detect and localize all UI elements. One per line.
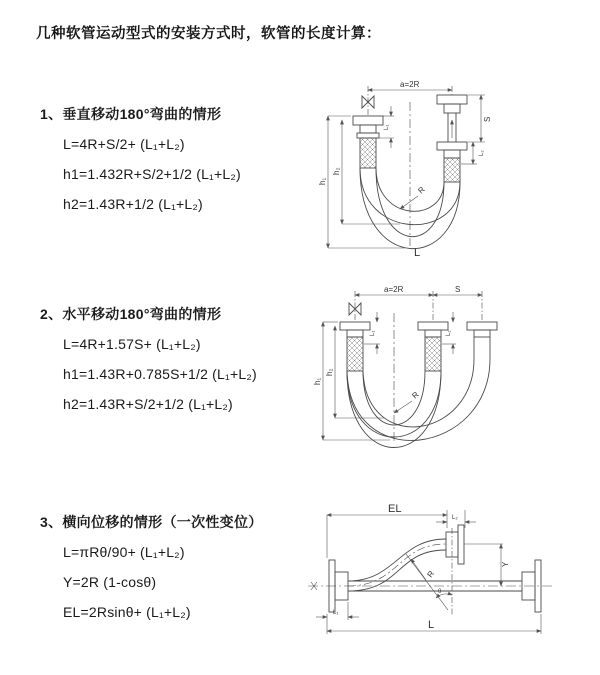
formula-length: L=4R+1.57S+ (L₁+L₂) bbox=[63, 336, 201, 352]
section-vertical-movement bbox=[40, 104, 320, 225]
formula-length: L=πRθ/90+ (L₁+L₂) bbox=[63, 544, 185, 560]
dim-label-h1: h₁ bbox=[318, 177, 327, 185]
vertical-bend-drawing bbox=[315, 72, 590, 258]
dim-label-s: S bbox=[483, 116, 492, 122]
dim-label-l2: L₂ bbox=[479, 150, 485, 156]
diagram-horizontal-180-bend bbox=[312, 283, 600, 455]
length-label: L bbox=[414, 247, 421, 258]
section-3-heading: 3、横向位移的情形（一次性变位） bbox=[40, 514, 263, 530]
formula-h2: h2=1.43R+1/2 (L₁+L₂) bbox=[63, 196, 203, 212]
lateral-displacement-drawing bbox=[300, 498, 600, 645]
section-2-heading: 2、水平移动180°弯曲的情形 bbox=[40, 306, 222, 322]
page-title: 几种软管运动型式的安装方式时，软管的长度计算： bbox=[36, 26, 381, 42]
diagram-lateral-displacement bbox=[300, 498, 600, 645]
radius-label: R bbox=[410, 389, 421, 401]
formula-el: EL=2Rsinθ+ (L₁+L₂) bbox=[63, 604, 191, 620]
formula-length: L=4R+S/2+ (L₁+L₂) bbox=[63, 136, 185, 152]
formula-h2: h2=1.43R+S/2+1/2 (L₁+L₂) bbox=[63, 396, 233, 412]
dim-label-s: S bbox=[455, 285, 461, 294]
dim-label-l1: L₁ bbox=[333, 610, 339, 616]
dim-label-h2: h₂ bbox=[325, 368, 334, 376]
dim-label-l1: L₁ bbox=[384, 124, 390, 130]
dim-label-h1: h₁ bbox=[313, 377, 322, 385]
radius-label: R bbox=[416, 184, 427, 196]
diagram-vertical-180-bend bbox=[315, 72, 590, 258]
section-lateral-displacement bbox=[40, 512, 320, 633]
dim-label-a2r: a=2R bbox=[400, 80, 420, 89]
horizontal-bend-drawing bbox=[312, 283, 600, 455]
dim-label-el: EL bbox=[388, 503, 402, 515]
dim-label-a2r: a=2R bbox=[384, 285, 404, 294]
section-1-heading: 1、垂直移动180°弯曲的情形 bbox=[40, 106, 222, 122]
dim-label-l2: L₂ bbox=[452, 515, 458, 521]
dim-label-l: L bbox=[428, 619, 435, 631]
dim-label-l2: L₂ bbox=[446, 330, 452, 336]
dim-label-h2: h₂ bbox=[332, 167, 341, 175]
section-horizontal-movement bbox=[40, 304, 320, 425]
dim-label-l1: L₁ bbox=[370, 330, 376, 336]
formula-h1: h1=1.432R+S/2+1/2 (L₁+L₂) bbox=[63, 166, 241, 182]
formula-y: Y=2R (1-cosθ) bbox=[63, 574, 157, 590]
angle-label: θ bbox=[438, 589, 442, 595]
radius-label: R bbox=[425, 569, 437, 580]
dim-label-y: Y bbox=[501, 561, 510, 567]
formula-h1: h1=1.43R+0.785S+1/2 (L₁+L₂) bbox=[63, 366, 257, 382]
